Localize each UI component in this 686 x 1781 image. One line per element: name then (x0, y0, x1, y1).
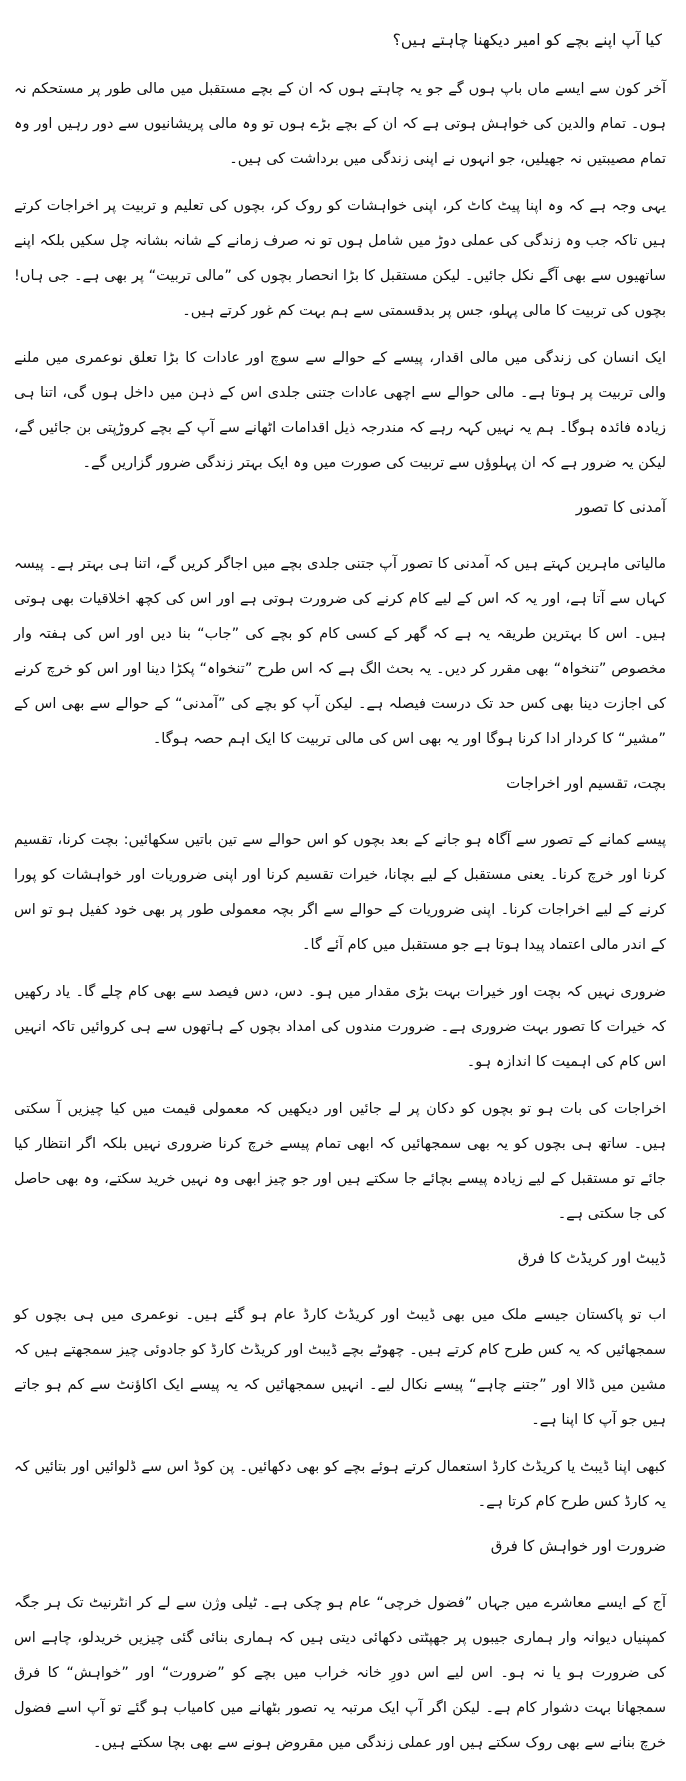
intro-paragraph-3: ایک انسان کی زندگی میں مالی اقدار، پیسے کے حوالے سے سوچ اور عادات کا بڑا تعلق نوعمری میں ملنے والی تربیت پر ہوتا ہے۔ مالی حوالے سے اچھی عادات جتنی جلدی اس کے ذہن میں داخل ہوں گی، اتنا ہی زیادہ فائدہ ہوگا۔ ہم یہ نہیں کہہ رہے کہ مندرجہ ذیل اقدامات اٹھانے سے آپ کے بچے کروڑپتی بن جائیں گے، لیکن یہ ضرور ہے کہ ان پہلوؤں سے تربیت کی صورت میں وہ ایک بہتر زندگی ضرور گزاریں گے۔ (14, 350, 666, 471)
saving-paragraph-3: اخراجات کی بات ہو تو بچوں کو دکان پر لے جائیں اور دیکھیں کہ معمولی قیمت میں کیا چیزیں آ سکتی ہیں۔ ساتھ ہی بچوں کو یہ بھی سمجھائیں کہ ابھی تمام پیسے خرچ کرنا ضروری نہیں بلکہ اگر انتظار کیا جائے تو مستقبل کے لیے زیادہ پیسے بچائے جا سکتے ہیں اور جو چیز ابھی وہ نہیں خرید سکتے، وہ بھی حاصل کی جا سکتی ہے۔ (14, 1101, 666, 1222)
need-want-paragraph-1: آج کے ایسے معاشرے میں جہاں ”فضول خرچی“ عام ہو چکی ہے۔ ٹیلی وژن سے لے کر انٹرنیٹ تک ہر جگہ کمپنیاں دیوانہ وار ہماری جیبوں پر جھپٹتی دکھائی دیتی ہیں کہ ہماری بنائی گئی چیزیں خریدلو، چاہے اس کی ضرورت ہو یا نہ ہو۔ اس لیے اس دورِ خانہ خراب میں بچے کو ”ضرورت“ اور ”خواہش“ کا فرق سمجھانا بہت دشوار کام ہے۔ لیکن اگر آپ ایک مرتبہ یہ تصور بٹھانے میں کامیاب ہو گئے تو آپ اسے فضول خرچ بنانے سے بھی روک سکتے ہیں اور عملی زندگی میں مقروض ہونے سے بھی بچا سکتے ہیں۔ (14, 1595, 666, 1751)
saving-paragraph-2: ضروری نہیں کہ بچت اور خیرات بہت بڑی مقدار میں ہو۔ دس، دس فیصد سے بھی کام چلے گا۔ یاد رکھیں کہ خیرات کا تصور بہت ضروری ہے۔ ضرورت مندوں کی امداد بچوں کے ہاتھوں سے ہی کروائیں تاکہ انہیں اس کام کی اہمیت کا اندازہ ہو۔ (14, 984, 666, 1070)
intro-paragraph-2: یہی وجہ ہے کہ وہ اپنا پیٹ کاٹ کر، اپنی خواہشات کو روک کر، بچوں کی تعلیم و تربیت پر اخراجات کرتے ہیں تاکہ جب وہ زندگی کی عملی دوڑ میں شامل ہوں تو نہ صرف زمانے کے شانہ بشانہ چل سکیں بلکہ اپنے ساتھیوں سے بھی آگے نکل جائیں۔ لیکن مستقبل کا بڑا انحصار بچوں کی ”مالی تربیت“ پر بھی ہے۔ جی ہاں! بچوں کی تربیت کا مالی پہلو، جس پر بدقسمتی سے ہم بہت کم غور کرتے ہیں۔ (14, 198, 666, 319)
intro-paragraph-1: آخر کون سے ایسے ماں باپ ہوں گے جو یہ چاہتے ہوں کہ ان کے بچے مستقبل میں مالی طور پر مستحکم نہ ہوں۔ تمام والدین کی خواہش ہوتی ہے کہ ان کے بچے بڑے ہوں تو وہ مالی پریشانیوں سے دور رہیں اور وہ تمام مصیبتیں نہ جھیلیں، جو انہوں نے اپنی زندگی میں برداشت کی ہیں۔ (14, 81, 666, 167)
section-heading-need-vs-want: ضرورت اور خواہش کا فرق (490, 1537, 666, 1555)
saving-paragraph-1: پیسے کمانے کے تصور سے آگاہ ہو جانے کے بعد بچوں کو اس حوالے سے تین باتیں سکھائیں: بچت کرنا، تقسیم کرنا اور خرچ کرنا۔ یعنی مستقبل کے لیے بچانا، خیرات تقسیم کرنا اور اپنی ضروریات اور خواہشات کو پورا کرنے کے لیے اخراجات کرنا۔ اپنی ضروریات کے حوالے سے اگر بچہ معمولی طور پر بھی خود کفیل ہو تو اس کے اندر مالی اعتماد پیدا ہوتا ہے جو مستقبل میں کام آئے گا۔ (14, 832, 666, 953)
income-paragraph-1: مالیاتی ماہرین کہتے ہیں کہ آمدنی کا تصور آپ جتنی جلدی بچے میں اجاگر کریں گے، اتنا ہی بہتر ہے۔ پیسہ کہاں سے آتا ہے، اور یہ کہ اس کے لیے کام کرنے کی ضرورت ہوتی ہے اور اس کی کچھ اخلاقیات بھی ہوتی ہیں۔ اس کا بہترین طریقہ یہ ہے کہ گھر کے کسی کام کو بچے کی ”جاب“ بنا دیں اور اس کی ہفتہ وار مخصوص ”تنخواہ“ بھی مقرر کر دیں۔ یہ بحث الگ ہے کہ اس طرح ”تنخواہ“ پکڑا دینا اور اس کو خرچ کرنے کی اجازت دینا بھی کس حد تک درست فیصلہ ہے۔ لیکن آپ کو بچے کی ”آمدنی“ کے حوالے سے بھی اس کے ”مشیر“ کا کردار ادا کرنا ہوگا اور یہ بھی اس کی مالی تربیت کا ایک اہم حصہ ہوگا۔ (14, 556, 666, 747)
section-heading-saving-sharing-spending: بچت، تقسیم اور اخراجات (506, 774, 666, 792)
debit-credit-paragraph-2: کبھی اپنا ڈیبٹ یا کریڈٹ کارڈ استعمال کرتے ہوئے بچے کو بھی دکھائیں۔ پن کوڈ اس سے ڈلوائیں اور بتائیں کہ یہ کارڈ کس طرح کام کرتا ہے۔ (14, 1459, 666, 1510)
article-title: کیا آپ اپنے بچے کو امیر دیکھنا چاہتے ہیں؟ (392, 31, 662, 49)
section-heading-income: آمدنی کا تصور (575, 498, 666, 516)
section-heading-debit-credit: ڈیبٹ اور کریڈٹ کا فرق (517, 1249, 666, 1267)
debit-credit-paragraph-1: اب تو پاکستان جیسے ملک میں بھی ڈیبٹ اور کریڈٹ کارڈ عام ہو گئے ہیں۔ نوعمری میں ہی بچوں کو سمجھائیں کہ یہ کس طرح کام کرتے ہیں۔ چھوٹے بچے ڈیبٹ اور کریڈٹ کارڈ کو جادوئی چیز سمجھتے ہیں کہ مشین میں ڈالا اور ”جتنے چاہے“ پیسے نکال لیے۔ انہیں سمجھائیں کہ یہ پیسے ایک اکاؤنٹ سے کم ہو جاتے ہیں جو آپ کا اپنا ہے۔ (14, 1307, 666, 1428)
